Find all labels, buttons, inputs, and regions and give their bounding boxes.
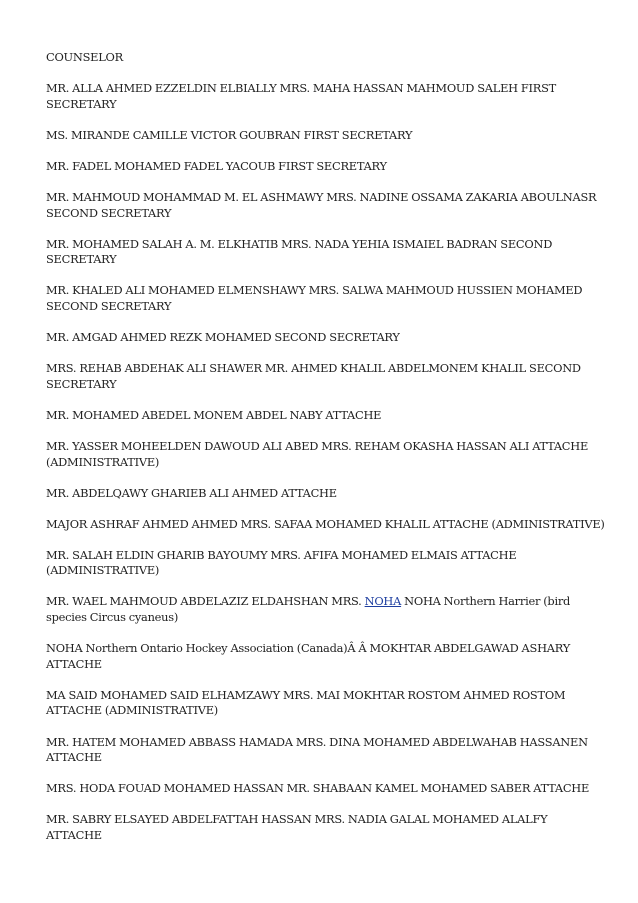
noha-text-after: NOHA Northern Harrier (bird species Circus cyaneus): [46, 594, 571, 625]
paragraph-entry: MAJOR ASHRAF AHMED AHMED MRS. SAFAA MOHAMED KHALIL ATTACHE (ADMINISTRATIVE): [46, 516, 605, 531]
paragraph-entry: MA SAID MOHAMED SAID ELHAMZAWY MRS. MAI MOKHTAR ROSTOM AHMED ROSTOM ATTACHE (ADMINISTRATIVE): [46, 687, 566, 718]
paragraph-entry: MS. MIRANDE CAMILLE VICTOR GOUBRAN FIRST SECRETARY: [46, 127, 413, 142]
paragraph-entry: MRS. HODA FOUAD MOHAMED HASSAN MR. SHABAAN KAMEL MOHAMED SABER ATTACHE: [46, 781, 590, 796]
paragraph-noha-entry: [46, 594, 606, 625]
paragraph-entry: MR. MOHAMED ABEDEL MONEM ABDEL NABY ATTACHE: [46, 407, 382, 422]
paragraph-entry: MR. MOHAMED SALAH A. M. ELKHATIB MRS. NADA YEHIA ISMAIEL BADRAN SECOND SECRETARY: [46, 236, 553, 267]
paragraph-entry: MR. AMGAD AHMED REZK MOHAMED SECOND SECRETARY: [46, 330, 400, 345]
paragraph-entry: MR. ALLA AHMED EZZELDIN ELBIALLY MRS. MAHA HASSAN MAHMOUD SALEH FIRST SECRETARY: [46, 81, 557, 111]
paragraph-entry: MR. FADEL MOHAMED FADEL YACOUB FIRST SECRETARY: [46, 158, 387, 173]
paragraph-entry: MR. ABDELQAWY GHARIEB ALI AHMED ATTACHE: [46, 485, 337, 500]
paragraph-entry: MR. HATEM MOHAMED ABBASS HAMADA MRS. DINA MOHAMED ABDELWAHAB HASSANEN ATTACHE: [46, 734, 588, 765]
paragraph-entry: MRS. REHAB ABDEHAK ALI SHAWER MR. AHMED KHALIL ABDELMONEM KHALIL SECOND SECRETARY: [46, 361, 581, 391]
paragraph-entry: MR. SALAH ELDIN GHARIB BAYOUMY MRS. AFIFA MOHAMED ELMAIS ATTACHE (ADMINISTRATIVE): [46, 547, 517, 578]
paragraph-entry: NOHA Northern Ontario Hockey Association (Canada)Â Â MOKHTAR ABDELGAWAD ASHARY ATTACHE: [46, 641, 570, 671]
noha-text-before: MR. WAEL MAHMOUD ABDELAZIZ ELDAHSHAN MRS.: [46, 594, 365, 609]
paragraph-counselor: COUNSELOR: [46, 50, 123, 64]
paragraph-entry: MR. MAHMOUD MOHAMMAD M. EL ASHMAWY MRS. NADINE OSSAMA ZAKARIA ABOULNASR SECOND SECRETARY: [46, 189, 597, 220]
noha-link[interactable]: NOHA: [364, 594, 402, 609]
paragraph-entry: MR. YASSER MOHEELDEN DAWOUD ALI ABED MRS. REHAM OKASHA HASSAN ALI ATTACHE (ADMINISTRATIVE): [46, 438, 589, 469]
paragraph-entry: MR. SABRY ELSAYED ABDELFATTAH HASSAN MRS. NADIA GALAL MOHAMED ALALFY ATTACHE: [46, 812, 548, 842]
paragraph-entry: MR. KHALED ALI MOHAMED ELMENSHAWY MRS. SALWA MAHMOUD HUSSIEN MOHAMED SECOND SECRETARY: [46, 283, 583, 313]
document-page: [46, 50, 606, 859]
